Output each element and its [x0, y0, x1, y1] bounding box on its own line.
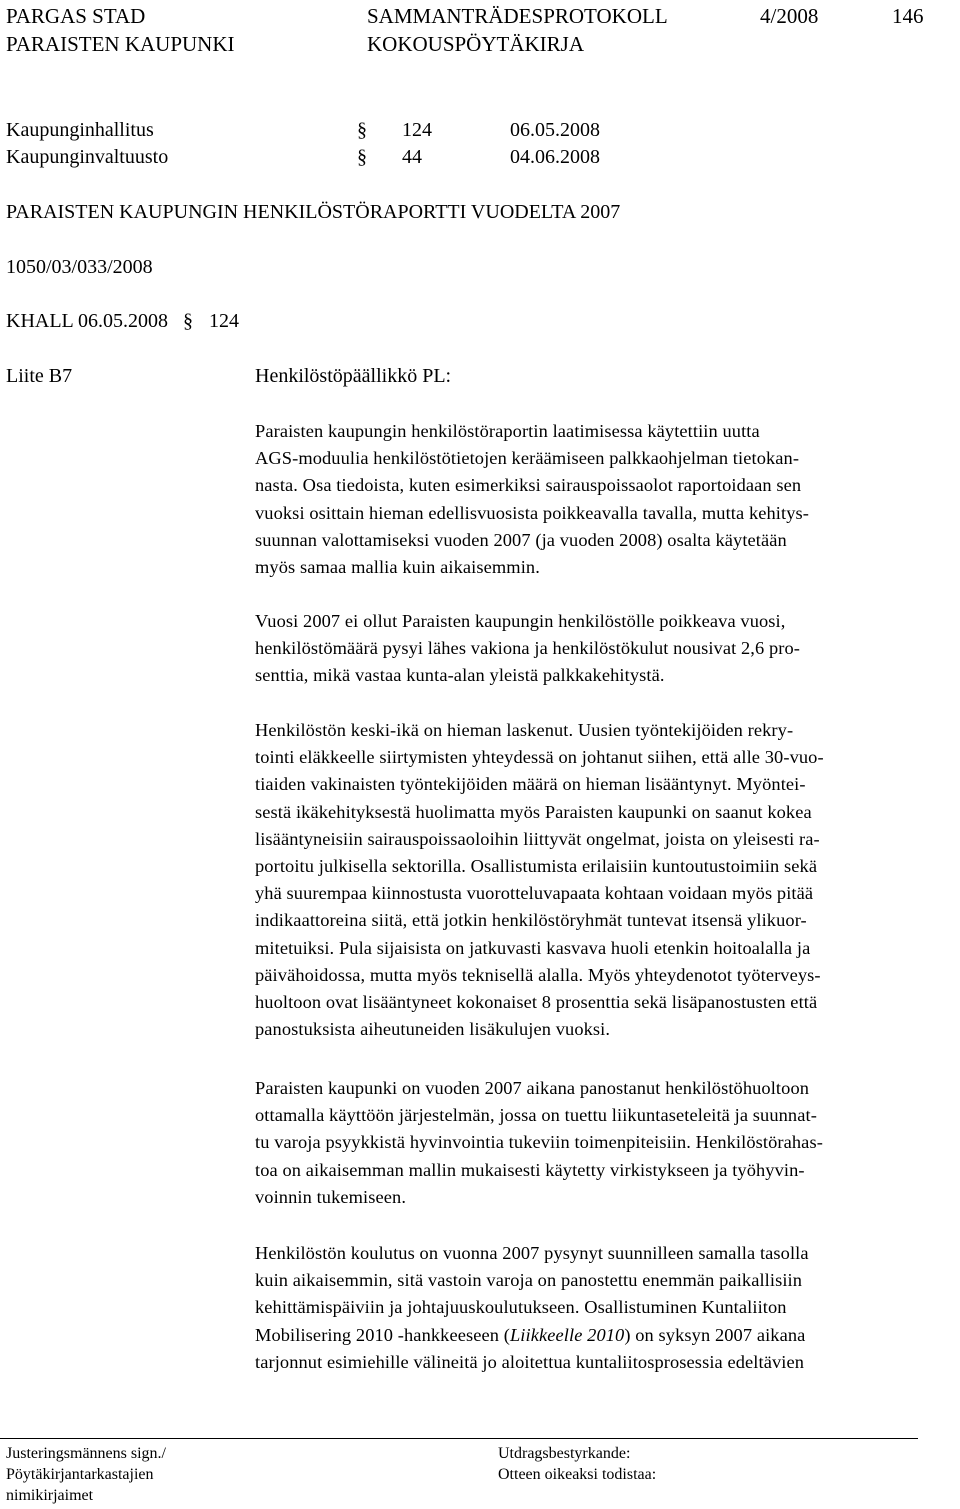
paragraph-line: tointi eläkkeelle siirtymisten yhteydessä on johtanut siihen, että alle 30-vuo- [255, 747, 824, 768]
paragraph-line: yhä suurempaa kiinnostusta vuorotteluvapaata kohtaan voidaan myös pitää [255, 883, 814, 904]
paragraph-line: portoitu julkisella sektorilla. Osallistumista erilaisiin kuntoutustoimiin sekä [255, 856, 818, 877]
section-number: 124 [209, 310, 239, 332]
page-number: 146 [892, 4, 924, 28]
body-name: Kaupunginhallitus [6, 119, 154, 141]
paragraph [255, 418, 955, 581]
signature-label: nimikirjaimet [6, 1487, 94, 1504]
issue-number: 4/2008 [760, 4, 819, 28]
paragraph-line: voinnin tukemiseen. [255, 1186, 407, 1207]
section-number: 124 [402, 119, 432, 141]
paragraph-line: indikaattoreina siitä, että jotkin henkilöstöryhmät tuntevat itsensä ylikuor- [255, 910, 807, 931]
paragraph-line: kehittämispäiviin ja johtajuuskoulutukseen. Osallistuminen Kuntaliiton [255, 1297, 787, 1318]
paragraph-line: päivähoidossa, mutta myös teknisellä alalla. Myös yhteydenotot työterveys- [255, 964, 821, 985]
paragraph [255, 1240, 955, 1376]
attachment-label: Liite B7 [6, 365, 73, 387]
paragraph-line: tiaiden vakinaisten työntekijöiden määrä on hieman lisääntynyt. Myöntei- [255, 774, 806, 795]
signature-label: Pöytäkirjantarkastajien [6, 1466, 154, 1483]
meeting-date: 04.06.2008 [510, 146, 600, 168]
paragraph-line: henkilöstömäärä pysyi lähes vakiona ja henkilöstökulut nousivat 2,6 pro- [255, 638, 801, 659]
paragraph-line: tarjonnut esimiehille välineitä jo aloitettua kuntaliitosprosessia edeltävien [255, 1351, 805, 1372]
paragraph-line: suunnan valottamiseksi vuoden 2007 (ja vuoden 2008) osalta käytetään [255, 529, 787, 550]
paragraph-line: Henkilöstön koulutus on vuonna 2007 pysynyt suunnilleen samalla tasolla [255, 1243, 809, 1263]
body-name: Kaupunginvaltuusto [6, 146, 169, 168]
paragraph-line: ottamalla käyttöön järjestelmän, jossa on tuettu liikuntaseteleitä ja suunnat- [255, 1105, 817, 1126]
paragraph-line: panostuksista aiheutuneiden lisäkulujen vuoksi. [255, 1019, 611, 1040]
paragraph [255, 717, 955, 1043]
paragraph-line: lisääntyneisiin sairauspoissaoloihin liittyvät ongelmat, joista on yleisesti ra- [255, 828, 820, 849]
certification-label: Utdragsbestyrkande: [498, 1445, 631, 1462]
paragraph-line [255, 1322, 955, 1349]
certification-label: Otteen oikeaksi todistaa: [498, 1466, 657, 1483]
paragraph-line: vuoksi osittain hieman edellisvuosista poikkeavalla tavalla, mutta kehitys- [255, 502, 809, 523]
doc-type-finnish: KOKOUSPÖYTÄKIRJA [367, 32, 585, 56]
paragraph-line: toa on aikaisemman mallin mukaisesti käytetty virkistykseen ja työhyvin- [255, 1159, 805, 1180]
paragraph [255, 1075, 955, 1211]
org-name-swedish: PARGAS STAD [6, 4, 146, 28]
paragraph-line: Paraisten kaupungin henkilöstöraportin laatimisessa käytettiin uutta [255, 421, 760, 441]
reference-number: 1050/03/033/2008 [6, 256, 153, 278]
paragraph-line: huoltoon ovat lisääntyneet kokonaiset 8 prosenttia sekä lisäpanostusten että [255, 992, 818, 1013]
text-run: ) on syksyn 2007 aikana [624, 1324, 806, 1345]
paragraph-line: Henkilöstön keski-ikä on hieman laskenut. Uusien työntekijöiden rekry- [255, 720, 794, 740]
signature-label: Justeringsmännens sign./ [6, 1445, 166, 1462]
footer-rule [0, 1438, 918, 1439]
italic-project-name: Liikkeelle 2010 [509, 1324, 625, 1345]
khall-reference: KHALL 06.05.2008 [6, 310, 169, 332]
org-name-finnish: PARAISTEN KAUPUNKI [6, 32, 235, 56]
paragraph-line: Vuosi 2007 ei ollut Paraisten kaupungin henkilöstölle poikkeava vuosi, [255, 611, 786, 631]
document-title: PARAISTEN KAUPUNGIN HENKILÖSTÖRAPORTTI VUODELTA 2007 [6, 201, 621, 223]
section-sign: § [357, 119, 367, 141]
meeting-date: 06.05.2008 [510, 119, 600, 141]
section-sign: § [183, 310, 193, 332]
paragraph [255, 608, 955, 690]
speaker-label: Henkilöstöpäällikkö PL: [255, 365, 452, 387]
paragraph-line: senttia, mikä vastaa kunta-alan yleistä palkkakehitystä. [255, 665, 665, 686]
section-number: 44 [402, 146, 422, 168]
paragraph-line: nasta. Osa tiedoista, kuten esimerkiksi sairauspoissaolot raportoidaan sen [255, 475, 802, 496]
text-run: Mobilisering 2010 -hankkeeseen ( [255, 1324, 510, 1345]
paragraph-line: AGS-moduulia henkilöstötietojen keräämiseen palkkaohjelman tietokan- [255, 448, 800, 469]
section-sign: § [357, 146, 367, 168]
paragraph-line: Paraisten kaupunki on vuoden 2007 aikana panostanut henkilöstöhuoltoon [255, 1078, 810, 1098]
paragraph-line: mitetuiksi. Pula sijaisista on jatkuvasti kasvava huoli etenkin hoitoalalla ja [255, 937, 811, 958]
paragraph-line: tu varoja psyykkistä hyvinvointia tukeviin toimenpiteisiin. Henkilöstörahas- [255, 1132, 823, 1153]
doc-type-swedish: SAMMANTRÄDESPROTOKOLL [367, 4, 668, 28]
paragraph-line: sestä ikäkehityksestä huolimatta myös Paraisten kaupunki on saanut kokea [255, 801, 812, 822]
paragraph-line: myös samaa mallia kuin aikaisemmin. [255, 557, 540, 578]
paragraph-line: kuin aikaisemmin, sitä vastoin varoja on panostettu enemmän paikallisiin [255, 1270, 803, 1291]
